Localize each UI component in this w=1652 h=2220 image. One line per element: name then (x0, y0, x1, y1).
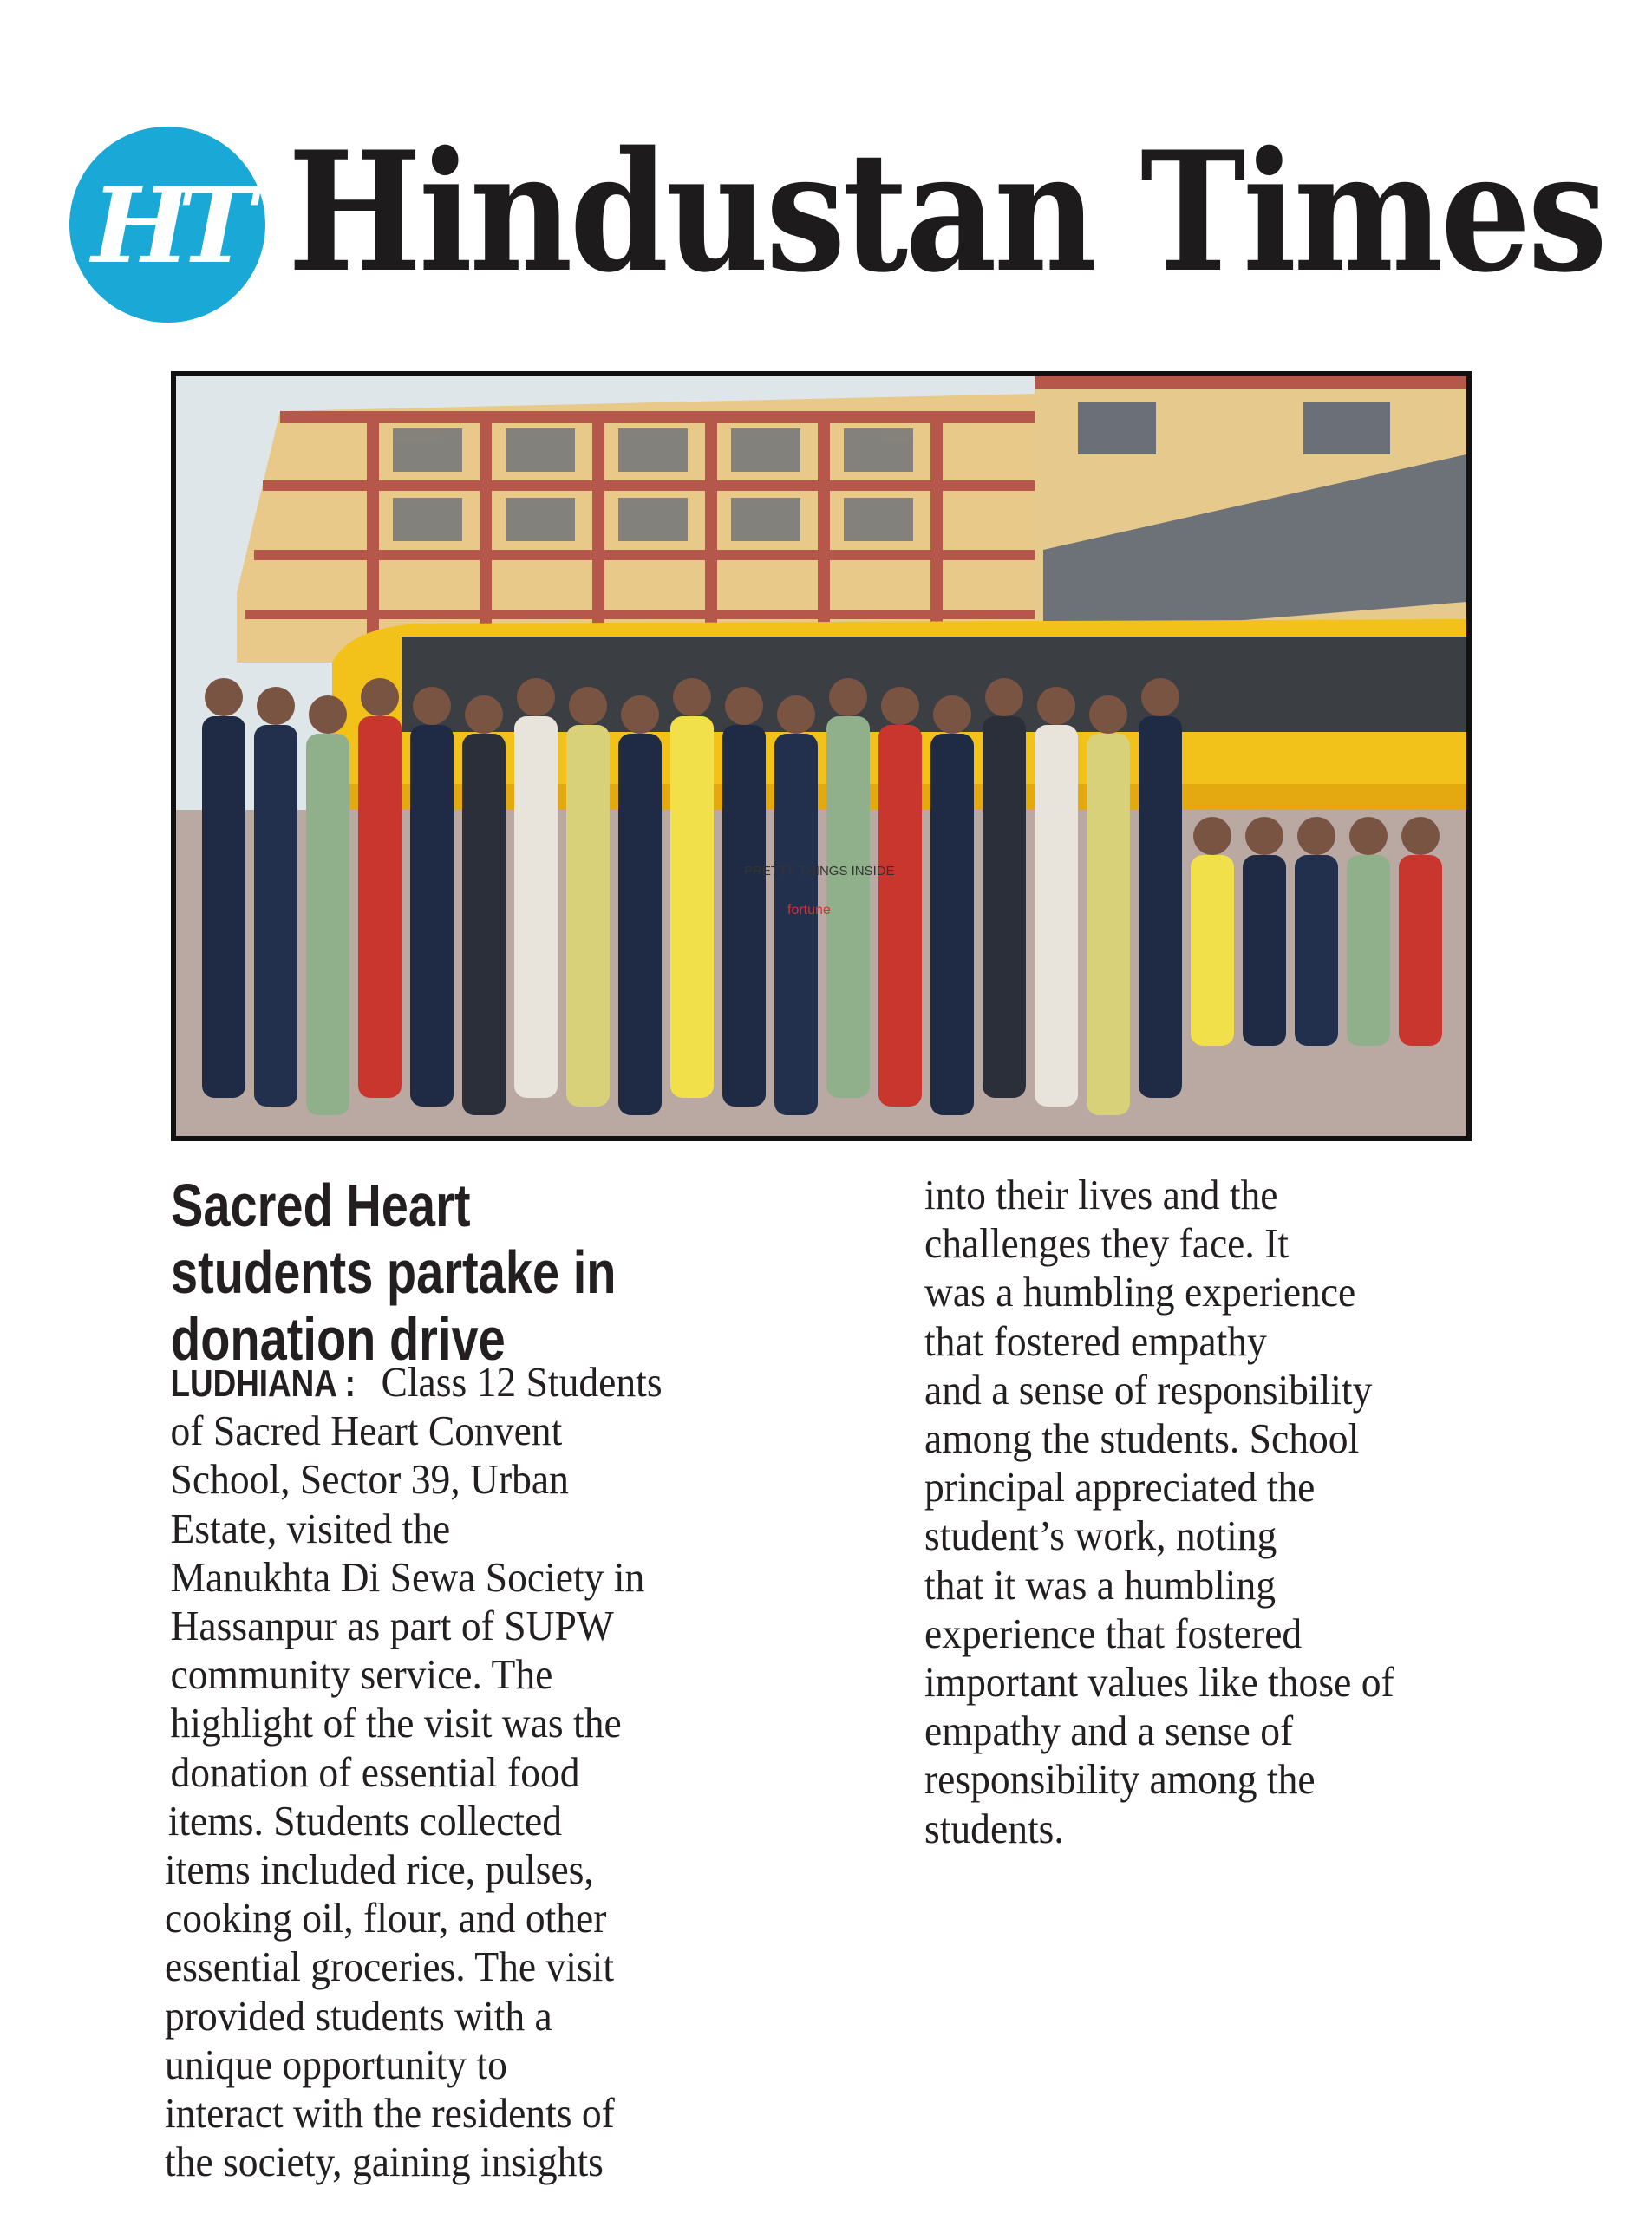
body-line: provided students with a (165, 1991, 552, 2040)
article-column-left (165, 1358, 663, 2186)
person-figure (254, 687, 297, 1107)
person-figure (566, 687, 610, 1107)
person-figure (514, 678, 558, 1098)
body-line: the society, gaining insights (165, 2138, 604, 2186)
bag-label-pretty: PRETTY THINGS INSIDE (744, 864, 895, 878)
body-line: of Sacred Heart Convent (170, 1407, 563, 1455)
body-line: responsibility among the (924, 1755, 1316, 1804)
body-line: items included rice, pulses, (165, 1845, 594, 1894)
body-line: that fostered empathy (924, 1316, 1267, 1365)
person-figure (306, 695, 349, 1115)
article-column-right (924, 1171, 1394, 1853)
group-photo-illustration (176, 376, 1466, 1136)
body-line: was a humbling experience (924, 1268, 1356, 1316)
body-line: unique opportunity to (165, 2040, 507, 2088)
body-line: empathy and a sense of (924, 1707, 1294, 1755)
body-line: principal appreciated the (924, 1463, 1316, 1512)
body-line: student’s work, noting (924, 1512, 1277, 1560)
person-figure (983, 678, 1026, 1098)
body-line: highlight of the visit was the (170, 1699, 622, 1747)
person-figure (878, 687, 922, 1107)
body-line: students. (924, 1804, 1064, 1852)
headline-line: Sacred Heart (171, 1172, 471, 1239)
body-line: challenges they face. It (924, 1219, 1290, 1268)
body-line: cooking oil, flour, and other (165, 1894, 607, 1942)
body-line: Class 12 Students (381, 1358, 663, 1406)
logo-text: HT (91, 165, 244, 287)
person-figure (1087, 695, 1130, 1115)
masthead-title: Hindustan Times (288, 115, 1605, 309)
person-figure (826, 678, 870, 1098)
person-figure (722, 687, 766, 1107)
body-line: Estate, visited the (170, 1504, 451, 1552)
person-figure (358, 678, 402, 1098)
body-line: and a sense of responsibility (924, 1365, 1373, 1414)
body-line: into their lives and the (924, 1171, 1278, 1218)
bag-label-fortune: fortune (787, 903, 831, 917)
person-figure (1035, 687, 1078, 1107)
body-line: donation of essential food (170, 1747, 580, 1796)
person-figure (930, 695, 974, 1115)
body-line: items. Students collected (167, 1796, 563, 1845)
body-line: community service. The (170, 1650, 553, 1699)
person-figure (1139, 678, 1182, 1098)
body-line: Manukhta Di Sewa Society in (170, 1552, 645, 1601)
person-figure (670, 678, 714, 1098)
body-line: School, Sector 39, Urban (170, 1455, 569, 1504)
headline-line: students partake in (171, 1238, 617, 1306)
body-line: interact with the residents of (165, 2089, 615, 2138)
body-line: experience that fostered (924, 1609, 1303, 1657)
ht-logo (69, 127, 265, 323)
body-line: among the students. School (924, 1414, 1360, 1463)
body-line: Hassanpur as part of SUPW (170, 1602, 614, 1650)
headline-line: donation drive (171, 1305, 506, 1373)
person-figure (462, 695, 506, 1115)
body-line: essential groceries. The visit (165, 1942, 615, 1991)
news-photo (171, 371, 1472, 1141)
person-figure (618, 695, 662, 1115)
dateline: LUDHIANA : (170, 1362, 356, 1405)
body-line: that it was a humbling (924, 1560, 1277, 1609)
headline (171, 1172, 616, 1373)
body-line: important values like those of (924, 1658, 1394, 1707)
person-figure (202, 678, 245, 1098)
person-figure (410, 687, 454, 1107)
